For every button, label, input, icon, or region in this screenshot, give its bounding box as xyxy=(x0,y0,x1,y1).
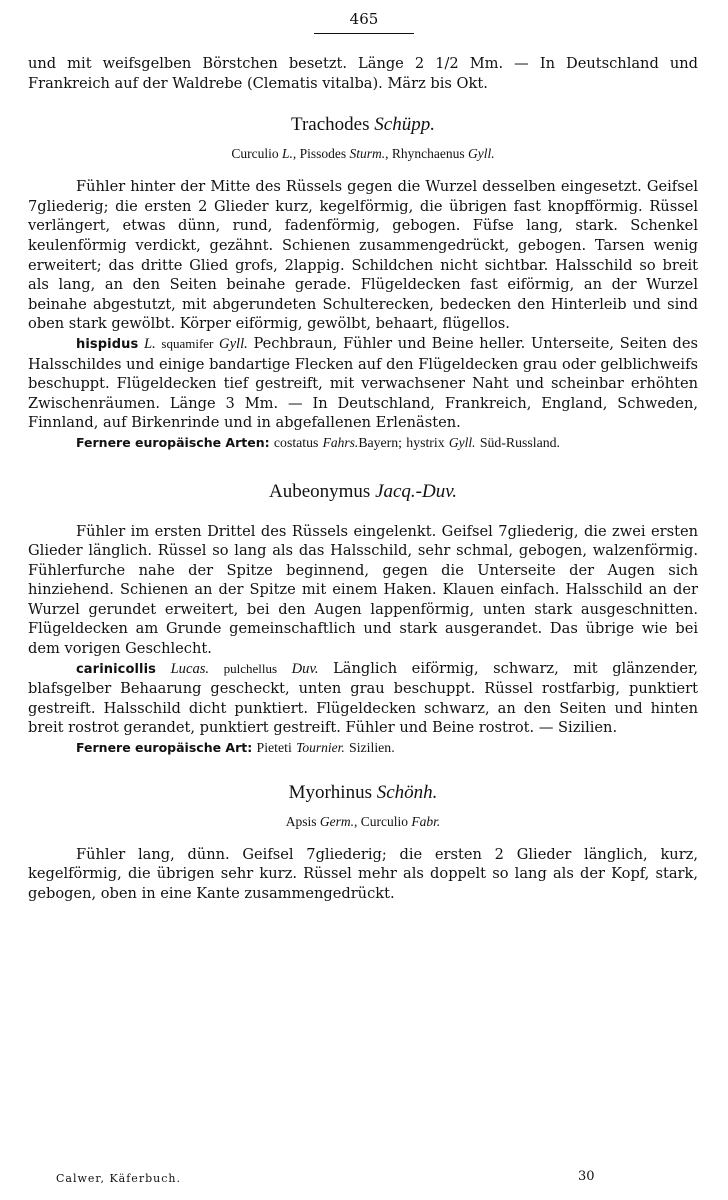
genus-heading: Myorhinus Schönh. xyxy=(288,781,438,803)
genus-heading: Trachodes Schüpp. xyxy=(291,114,435,136)
page-number: 465 xyxy=(349,10,379,28)
intro-continuation: und mit weifsgelben Börstchen besetzt. Länge 2 1/2 Mm. — In Deutschland und Frankreich auf der Waldrebe (Clematis vitalba). März bis Okt. xyxy=(28,55,698,92)
page-footer: Calwer, Käferbuch. xyxy=(56,1172,181,1185)
section-aubeonymus xyxy=(28,480,698,759)
section-trachodes xyxy=(28,113,698,453)
species-entry: hispidus L. squamifer Gyll. Pechbraun, Fühler und Beine heller. Unterseite, Seiten des Halsschildes und einige bandartige Flecken auf den Flügeldecken grau oder gelblichweifs beschuppt. Flügeldecken tief gestreift, mit verwachsener Naht und scheinbar erhöhten Zwischenräumen. Länge 3 Mm. — In Deutschland, Frankreich, England, Schweden, Finnland, auf Birkenrinde und in abgefallenen Erlenästen. xyxy=(28,334,699,432)
species-entry: carinicollis Lucas. pulchellus Duv. Länglich eiförmig, schwarz, mit glänzender, blafsgelber Behaarung gescheckt, unten grau beschuppt. Rüssel rostfarbig, punktiert gestreift. Halsschild dicht punktiert. Flügeldecken schwarz, an den Seiten und hinten breit rostrot gerandet, punktiert gestreift. Fühler und Beine rostrot. — Sizilien. xyxy=(28,659,699,737)
genus-description: Fühler im ersten Drittel des Rüssels eingelenkt. Geifsel 7gliederig, die zwei ersten Glieder länglich. Rüssel so lang als das Halsschild, sehr schmal, gebogen, walzenförmig. Fühlerfurche nahe der Spitze beginnend, gegen die Unterseite der Augen sich hinziehend. Schienen an der Spitze mit einem Haken. Klauen einfach. Halsschild an der Wurzel gerundet erweitert, bei den Augen lappenförmig, unten stark ausgeschnitten. Flügeldecken am Grunde gemeinschaftlich und stark ausgerandet. Das übrige wie bei dem vorigen Geschlecht. xyxy=(28,522,698,658)
genus-heading: Aubeonymus Jacq.-Duv. xyxy=(268,480,457,502)
section-myorhinus xyxy=(28,781,698,904)
page-content xyxy=(28,54,698,903)
further-species: Fernere europäische Art: Pieteti Tournier. Sizilien. xyxy=(76,740,395,756)
genus-description: Fühler hinter der Mitte des Rüssels gegen die Wurzel desselben eingesetzt. Geifsel 7gliederig; die ersten 2 Glieder kurz, kegelförmig, die übrigen fast knopfförmig. Rüssel verlängert, etwas dünn, rund, fadenförmig, gebogen. Füfse lang, stark. Schenkel keulenförmig verdickt, gezähnt. Schienen zusammengedrückt, gebogen. Tarsen wenig erweitert; das dritte Glied grofs, 2lappig. Schildchen nicht sichtbar. Halsschild so breit als lang, an den Seiten beinahe gerade. Flügeldecken fast eiförmig, an der Wurzel beinahe abgestutzt, mit abgerundeten Schulterecken, bedecken den Hinterleib und sind oben stark gewölbt. Körper eiförmig, gewölbt, behaart, flügellos. xyxy=(28,178,698,333)
genus-description: Fühler lang, dünn. Geifsel 7gliederig; die ersten 2 Glieder länglich, kurz, kegelförmig, die übrigen sehr kurz. Rüssel mehr als doppelt so lang als der Kopf, stark, gebogen, oben in eine Kante zusammengedrückt. xyxy=(28,845,698,902)
genus-synonyms: Apsis Germ., Curculio Fabr. xyxy=(285,813,441,829)
further-species: Fernere europäische Arten: costatus Fahrs.Bayern; hystrix Gyll. Süd-Russland. xyxy=(76,434,560,450)
signature-mark: 30 xyxy=(578,1169,595,1184)
header-rule xyxy=(314,33,414,34)
genus-synonyms: Curculio L., Pissodes Sturm., Rhynchaenus Gyll. xyxy=(231,146,495,162)
